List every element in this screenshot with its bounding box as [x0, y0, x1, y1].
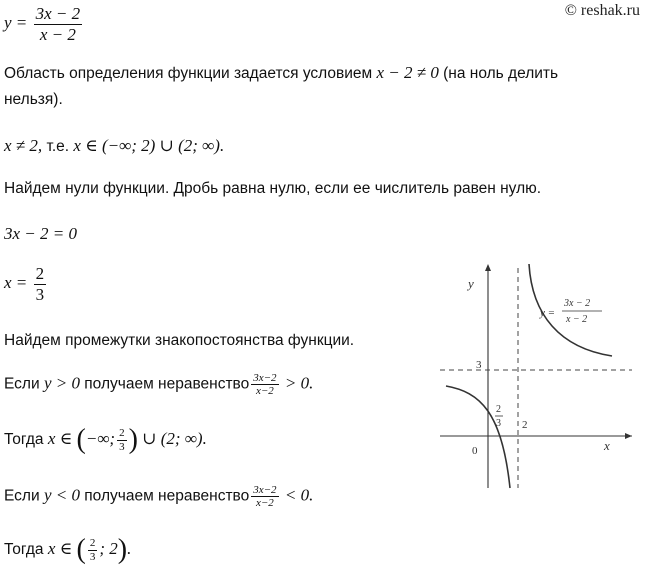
y-axis-label: y — [468, 276, 474, 291]
x-axis-arrow — [625, 433, 632, 439]
negative-result-inner: ; 2 — [99, 539, 118, 559]
positive-numerator: 3x−2 — [253, 372, 277, 384]
positive-result-inner: −∞; — [85, 429, 116, 449]
open-paren: ( — [76, 534, 86, 565]
positive-result — [4, 426, 207, 454]
asymptote-label-2: 2 — [522, 419, 528, 431]
hyperbola-graph — [440, 260, 635, 490]
x-axis-label: x — [604, 438, 610, 453]
domain-result-set: x ∈ (−∞; 2) ∪ (2; ∞). — [73, 136, 225, 155]
negative-result-expr: x ∈ — [47, 539, 73, 559]
watermark: © reshak.ru — [564, 2, 640, 19]
graph-eq-lhs: y = — [540, 307, 556, 319]
negative-fraction — [251, 484, 278, 509]
negative-result-fraction — [88, 537, 98, 562]
root-frac-denominator: 3 — [496, 418, 501, 429]
domain-line-1 — [4, 63, 558, 83]
positive-fraction — [251, 372, 278, 397]
positive-result-prefix: Тогда — [4, 431, 44, 449]
domain-text: Область определения функции задается условием — [4, 65, 373, 82]
positive-line — [4, 372, 313, 397]
positive-result-tail: ∪ (2; ∞). — [142, 429, 207, 449]
solution-lhs: x = — [4, 273, 28, 293]
positive-result-expr: x ∈ — [47, 429, 73, 449]
domain-result-mid: т.е. — [46, 138, 70, 155]
solution-fraction — [34, 264, 47, 304]
positive-cond: y > 0 — [43, 373, 80, 393]
zeros-heading: Найдем нули функции. Дробь равна нулю, если ее числитель равен нулю. — [4, 180, 542, 197]
asymptote-label-3: 3 — [476, 359, 482, 371]
hyperbola-left-branch — [446, 386, 510, 488]
negative-result-numerator: 2 — [89, 537, 96, 550]
domain-condition: x − 2 ≠ 0 — [376, 63, 439, 82]
formula-lhs: y = — [4, 13, 28, 33]
zero-solution — [4, 264, 48, 304]
negative-denominator: x−2 — [255, 497, 274, 510]
positive-result-denominator: 3 — [119, 440, 125, 453]
zero-equation: 3x − 2 = 0 — [4, 224, 77, 243]
negative-result-denominator: 3 — [89, 550, 96, 563]
graph-eq-denominator: x − 2 — [566, 314, 588, 325]
root-frac-numerator: 2 — [496, 404, 501, 415]
negative-prefix: Если — [4, 487, 40, 505]
negative-mid: получаем неравенство — [84, 487, 250, 505]
formula-numerator: 3x − 2 — [35, 4, 81, 23]
negative-tail: < 0. — [284, 485, 314, 505]
sign-heading: Найдем промежутки знакопостоянства функции. — [4, 332, 355, 349]
function-formula — [4, 4, 84, 44]
negative-result-tail: . — [127, 539, 132, 559]
negative-cond: y < 0 — [43, 485, 80, 505]
positive-tail: > 0. — [284, 373, 314, 393]
domain-text-tail: (на ноль делить — [443, 65, 559, 82]
domain-result — [4, 136, 224, 156]
solution-numerator: 2 — [35, 264, 45, 283]
solution-denominator: 3 — [35, 284, 45, 304]
positive-denominator: x−2 — [255, 385, 274, 398]
negative-result-prefix: Тогда — [4, 541, 44, 559]
y-axis-arrow — [485, 264, 491, 271]
close-paren: ) — [128, 424, 138, 455]
negative-result — [4, 536, 131, 564]
formula-denominator: x − 2 — [39, 24, 76, 44]
positive-prefix: Если — [4, 375, 40, 393]
negative-line — [4, 484, 313, 509]
negative-numerator: 3x−2 — [253, 484, 277, 496]
graph-eq-numerator: 3x − 2 — [564, 298, 591, 309]
origin-label: 0 — [472, 445, 478, 457]
domain-result-cond: x ≠ 2, — [4, 136, 43, 155]
positive-mid: получаем неравенство — [84, 375, 250, 393]
formula-fraction — [34, 4, 83, 44]
positive-result-numerator: 2 — [119, 427, 125, 440]
open-paren: ( — [76, 424, 86, 455]
domain-line-2: нельзя). — [4, 91, 63, 108]
positive-result-fraction — [117, 427, 127, 452]
close-paren: ) — [117, 534, 128, 565]
